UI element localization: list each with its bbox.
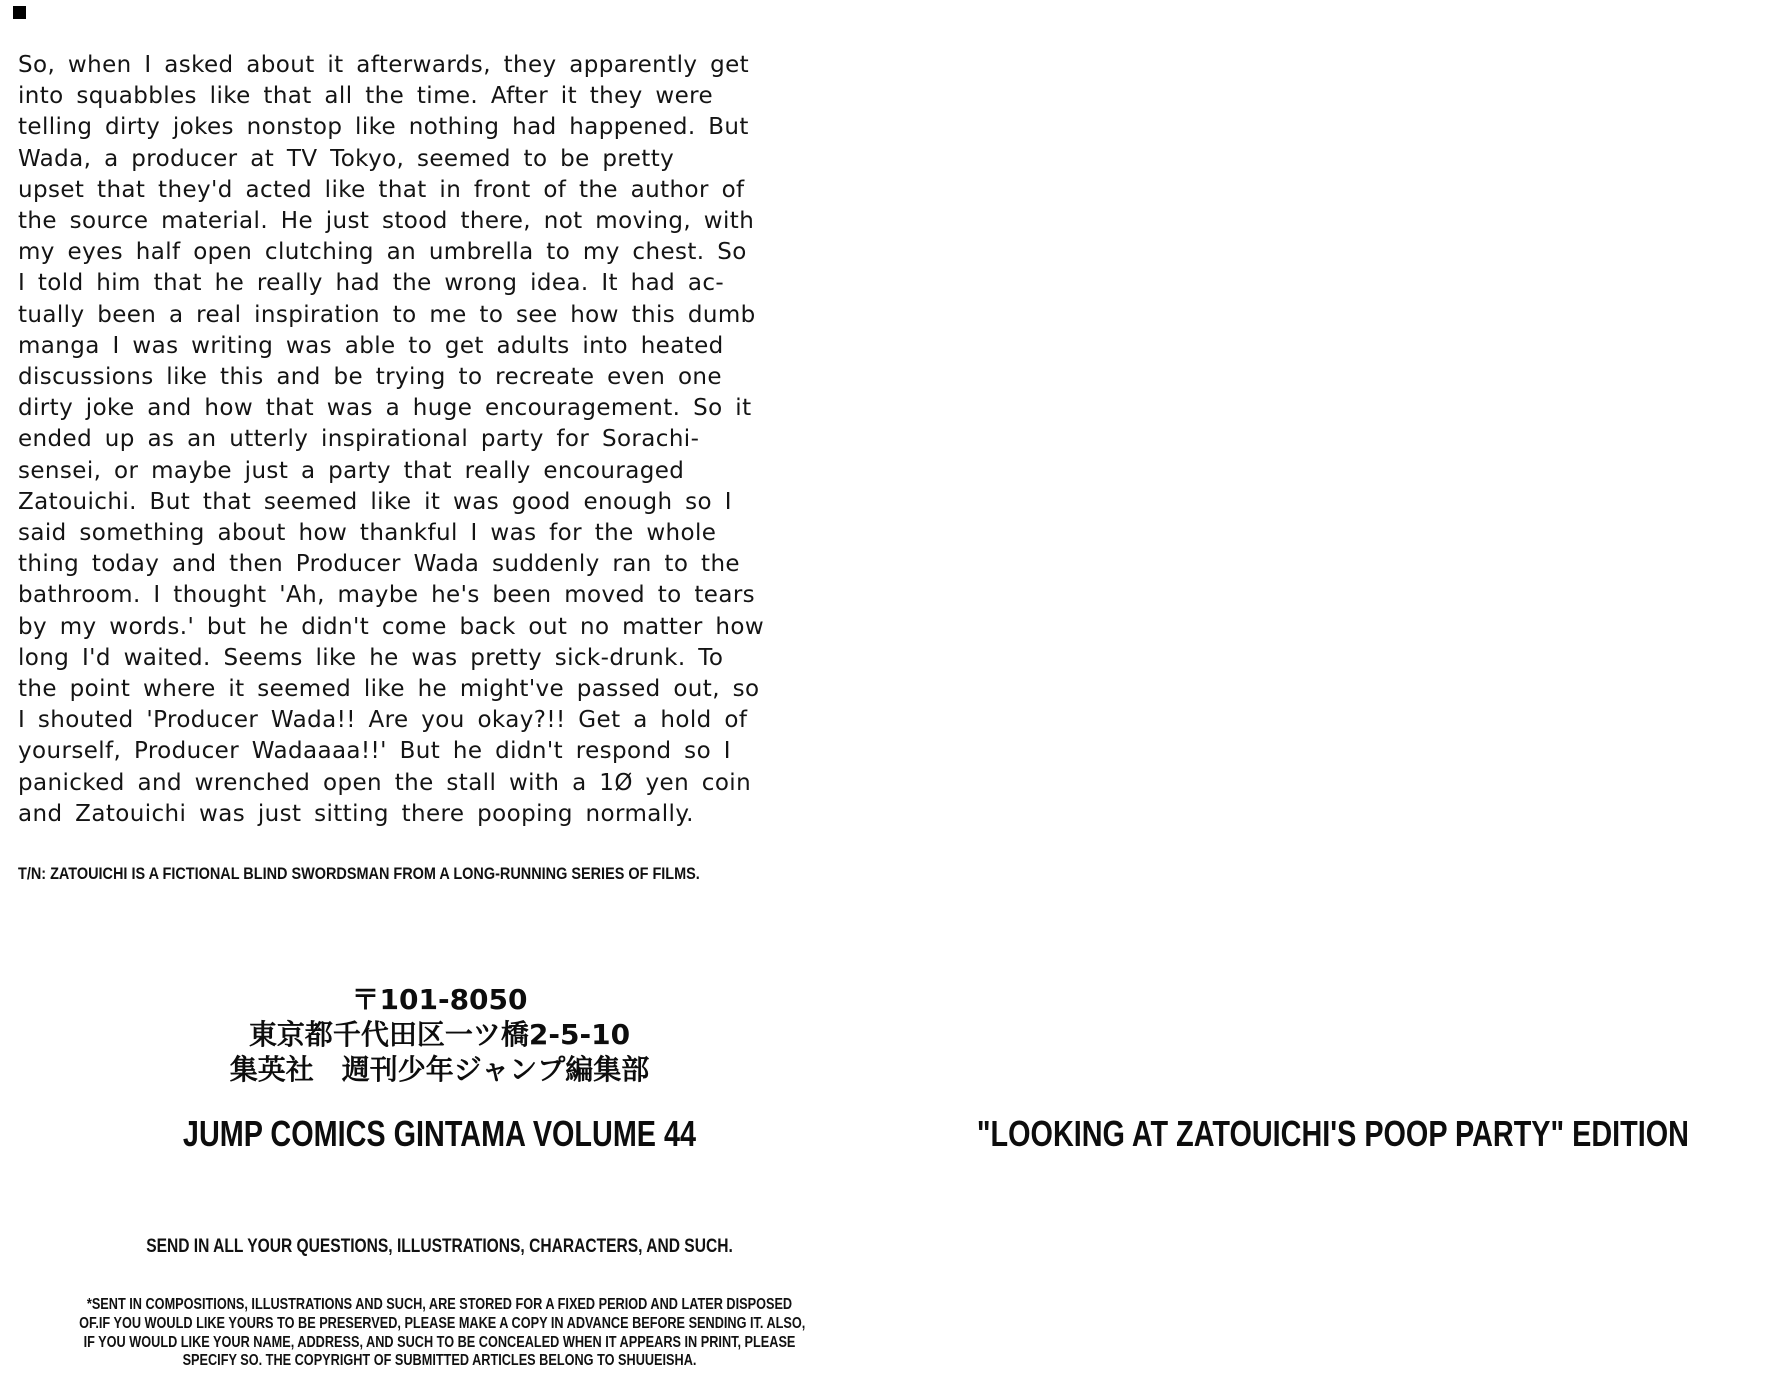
comment-line: bathroom. I thought 'Ah, maybe he's been moved to tears <box>18 582 756 609</box>
comment-line: the point where it seemed like he might've passed out, so <box>18 676 760 703</box>
comment-line: panicked and wrenched open the stall with a 1Ø yen coin <box>18 769 752 796</box>
postal-code: 〒101-8050 <box>351 983 528 1016</box>
comment-line: I shouted 'Producer Wada!! Are you okay?!! Get a hold of <box>18 707 748 734</box>
comment-line: and Zatouichi was just sitting there pooping normally. <box>18 800 694 827</box>
edition-title-line2: "LOOKING AT ZATOUICHI'S POOP PARTY" EDITION <box>976 1113 1689 1154</box>
comment-line: telling dirty jokes nonstop like nothing had happened. But <box>18 114 749 141</box>
comment-line: tually been a real inspiration to me to see how this dumb <box>18 301 756 328</box>
translator-note: T/N: ZATOUICHI IS A FICTIONAL BLIND SWORDSMAN FROM A LONG-RUNNING SERIES OF FILMS. <box>18 864 700 883</box>
comment-line: Wada, a producer at TV Tokyo, seemed to be pretty <box>18 145 675 172</box>
page-corner-mark <box>13 6 26 19</box>
comment-line: said something about how thankful I was for the whole <box>18 520 717 547</box>
comment-line: by my words.' but he didn't come back out no matter how <box>18 613 765 640</box>
comment-line: my eyes half open clutching an umbrella to my chest. So <box>18 239 747 266</box>
comment-line: long I'd waited. Seems like he was pretty sick-drunk. To <box>18 644 724 671</box>
address-street: 東京都千代田区一ツ橋2-5-10 <box>248 1018 631 1051</box>
submission-notice <box>0 1296 879 1371</box>
comment-line: discussions like this and be trying to recreate even one <box>18 364 722 391</box>
call-to-action <box>0 1236 879 1258</box>
comment-line: manga I was writing was able to get adults into heated <box>18 332 724 359</box>
author-comment <box>18 50 868 830</box>
notice-line: IF YOU WOULD LIKE YOUR NAME, ADDRESS, AND SUCH TO BE CONCEALED WHEN IT APPEARS IN PRINT, PLEASE <box>83 1333 796 1351</box>
comment-line: upset that they'd acted like that in front of the author of <box>18 176 745 203</box>
call-to-action-text: SEND IN ALL YOUR QUESTIONS, ILLUSTRATIONS, CHARACTERS, AND SUCH. <box>146 1236 733 1257</box>
comment-line: Zatouichi. But that seemed like it was good enough so I <box>18 488 732 515</box>
comment-line: dirty joke and how that was a huge encouragement. So it <box>18 395 752 422</box>
notice-line: OF.IF YOU WOULD LIKE YOURS TO BE PRESERVED, PLEASE MAKE A COPY IN ADVANCE BEFORE SENDING IT. ALSO, <box>79 1314 806 1332</box>
comment-line: thing today and then Producer Wada suddenly ran to the <box>18 551 740 578</box>
comment-line: sensei, or maybe just a party that really encouraged <box>18 457 685 484</box>
comment-line: I told him that he really had the wrong idea. It had ac- <box>18 270 725 297</box>
notice-line: SPECIFY SO. THE COPYRIGHT OF SUBMITTED ARTICLES BELONG TO SHUUEISHA. <box>182 1352 697 1370</box>
comment-line: ended up as an utterly inspirational party for Sorachi- <box>18 426 700 453</box>
comment-line: the source material. He just stood there, not moving, with <box>18 208 755 235</box>
address-department: 集英社 週刊少年ジャンプ編集部 <box>229 1053 650 1086</box>
notice-line: *SENT IN COMPOSITIONS, ILLUSTRATIONS AND SUCH, ARE STORED FOR A FIXED PERIOD AND LATER DISPOSED <box>86 1296 793 1313</box>
comment-line: So, when I asked about it afterwards, they apparently get <box>18 52 750 78</box>
edition-title <box>0 1112 1689 1155</box>
comment-line: into squabbles like that all the time. After it they were <box>18 83 714 110</box>
comment-line: yourself, Producer Wadaaaa!!' But he didn't respond so I <box>18 738 731 765</box>
edition-title-line1: JUMP COMICS GINTAMA VOLUME 44 <box>182 1113 697 1154</box>
publisher-address <box>0 982 879 1087</box>
